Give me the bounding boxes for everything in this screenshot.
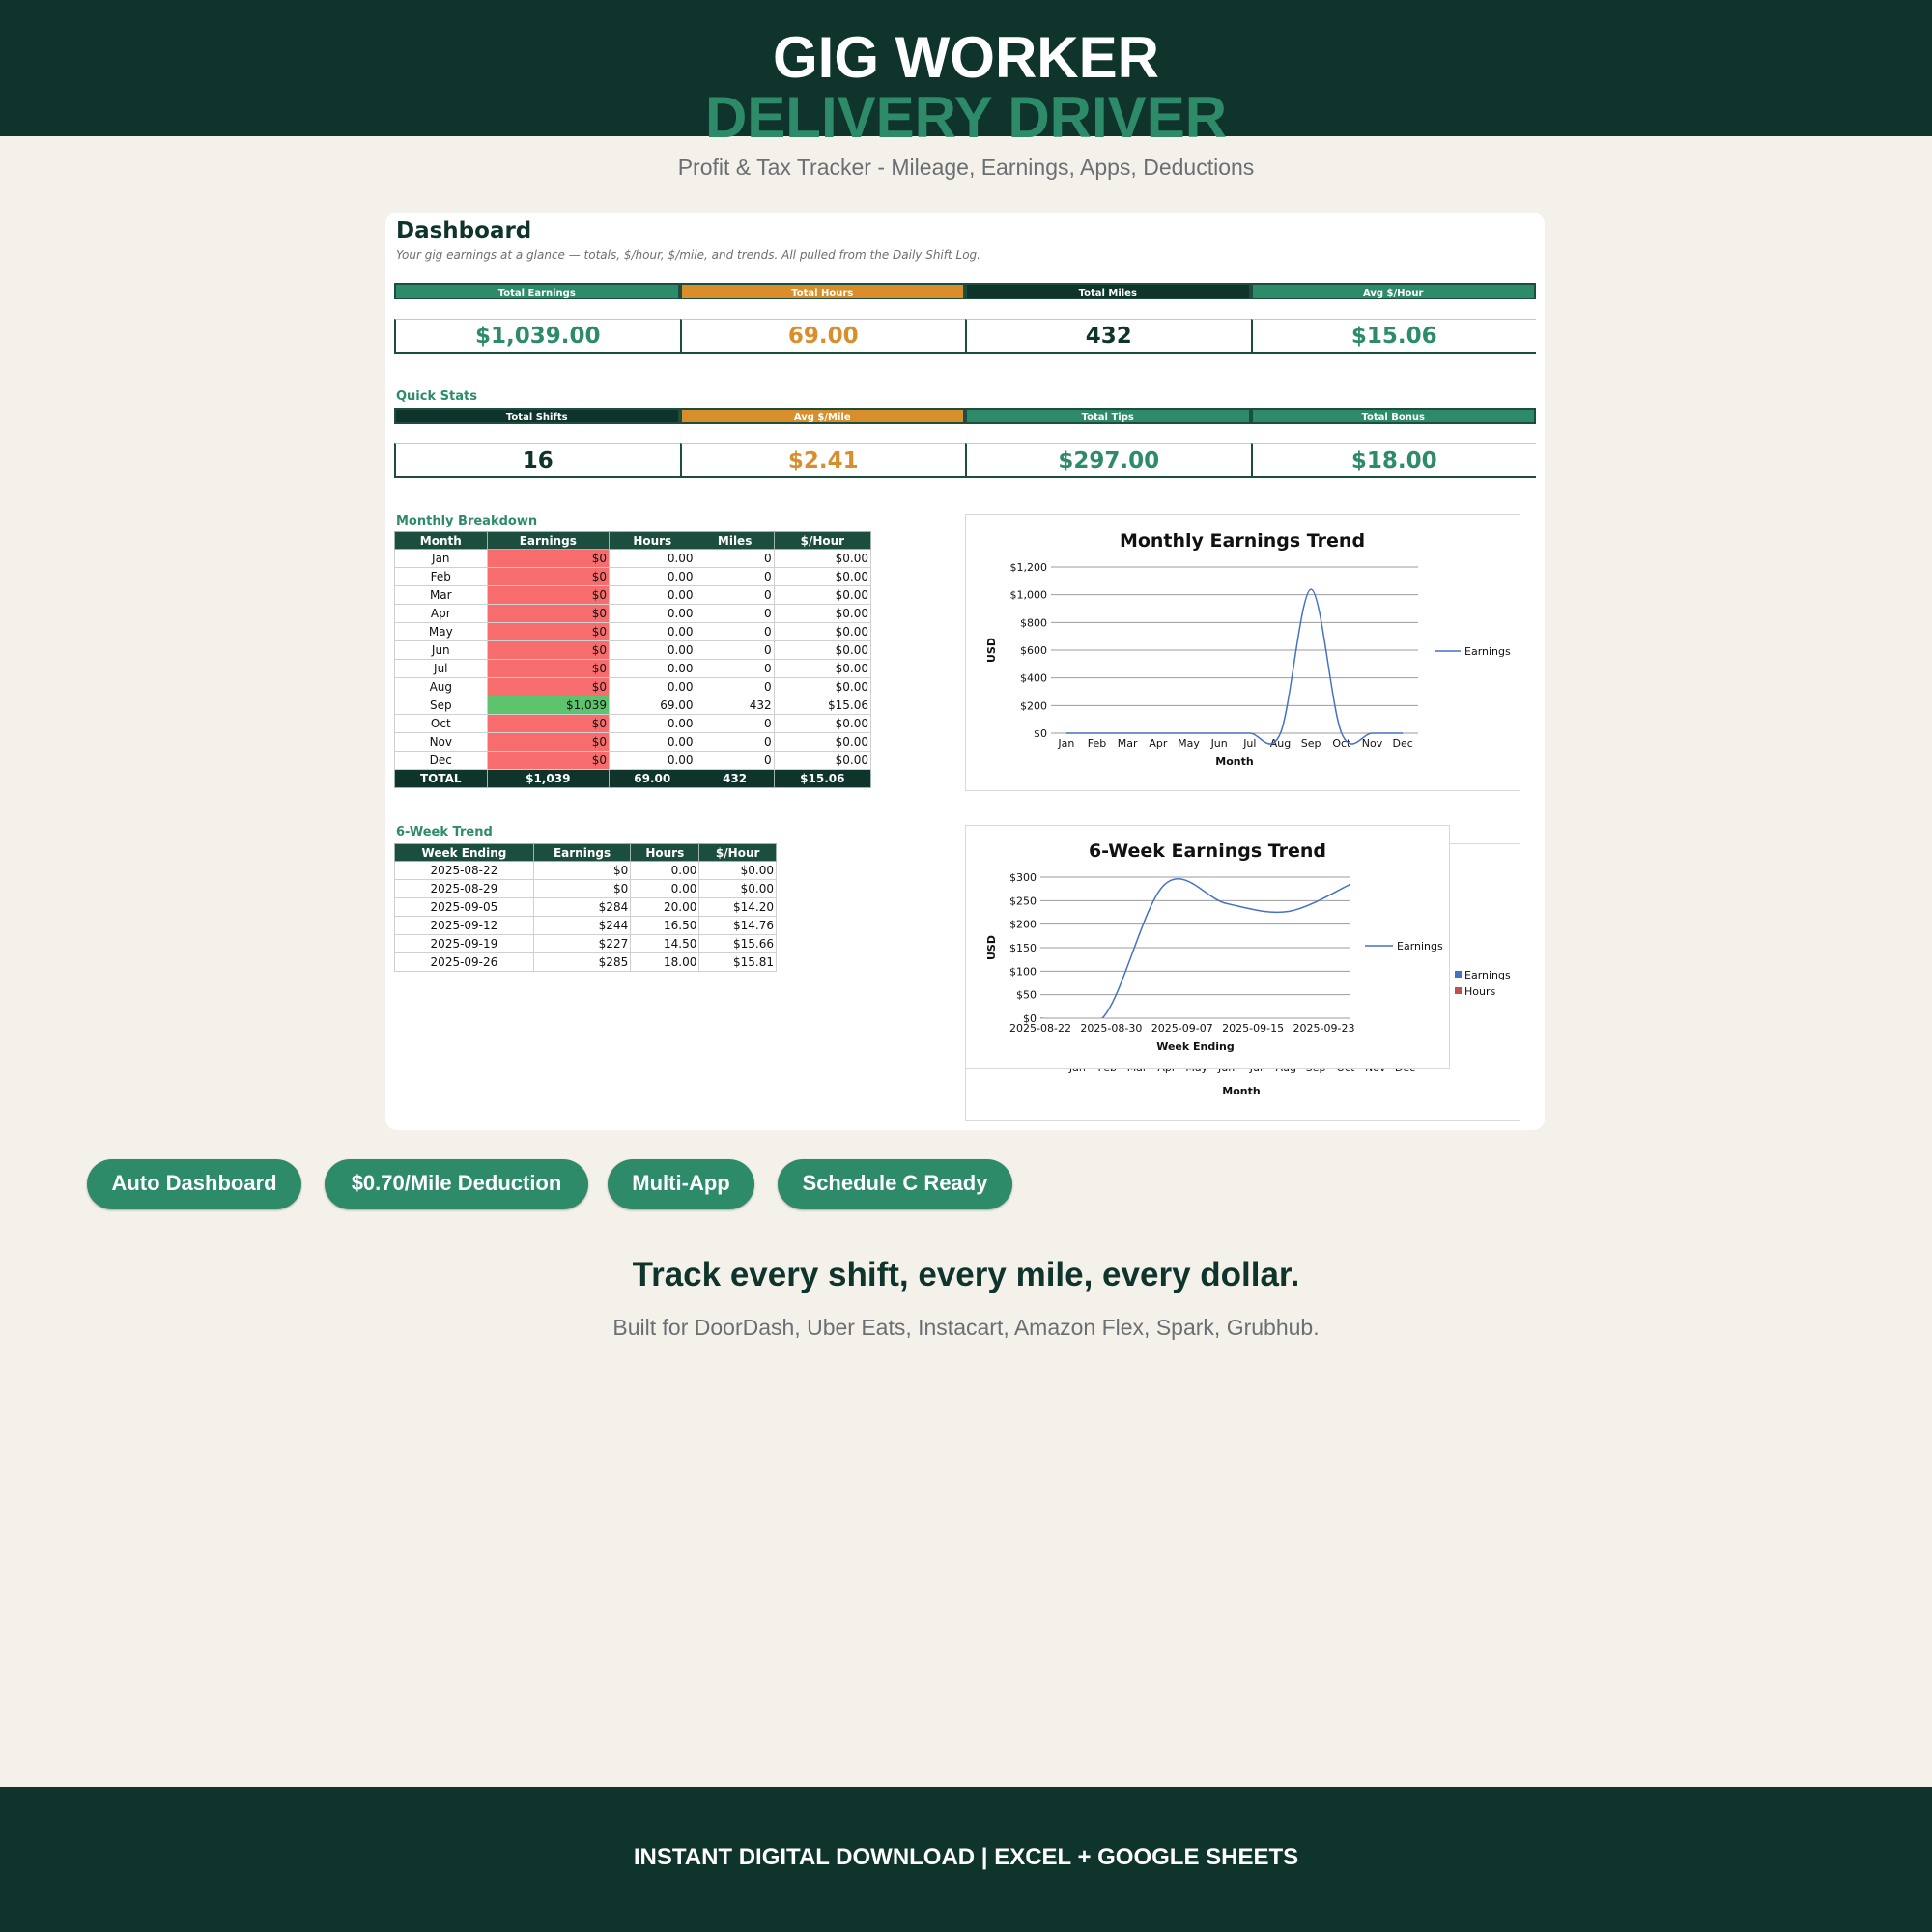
table-row [395, 678, 871, 696]
legend-label: Earnings [1464, 645, 1511, 658]
dashboard-title: Dashboard [396, 218, 532, 243]
table-cell: 2025-08-22 [395, 862, 534, 880]
kpi-card [680, 408, 966, 473]
table-row [395, 898, 777, 917]
table-cell: $14.76 [699, 917, 777, 935]
x-tick-label: 2025-08-30 [1080, 1022, 1143, 1035]
table-cell: $0 [487, 733, 609, 752]
kpi-value: $18.00 [1251, 443, 1537, 478]
table-cell: $0 [487, 550, 609, 568]
quick-stats-title: Quick Stats [396, 389, 477, 404]
kpi-card [1251, 408, 1537, 473]
column-header: Earnings [487, 532, 609, 550]
table-cell: $15.06 [774, 770, 870, 788]
table-row [395, 696, 871, 715]
table-cell: May [395, 623, 488, 641]
table-cell: Nov [395, 733, 488, 752]
table-cell: $0 [487, 715, 609, 733]
x-axis-label: Week Ending [1156, 1040, 1235, 1053]
x-tick-label: Mar [1117, 737, 1138, 750]
kpi-value: $1,039.00 [394, 319, 680, 354]
table-cell: 0.00 [609, 605, 696, 623]
table-row [395, 953, 777, 972]
table-cell: 0 [696, 715, 774, 733]
table-cell: $284 [533, 898, 630, 917]
title-gig-worker: GIG WORKER [773, 25, 1159, 90]
table-cell: 69.00 [609, 696, 696, 715]
table-cell: 432 [696, 696, 774, 715]
table-row [395, 733, 871, 752]
table-cell: $0.00 [774, 660, 870, 678]
table-cell: 2025-08-29 [395, 880, 534, 898]
table-cell: Aug [395, 678, 488, 696]
y-axis-label: USD [985, 638, 998, 663]
table-cell: Feb [395, 568, 488, 586]
x-tick-label: Sep [1300, 737, 1321, 750]
table-cell: 2025-09-26 [395, 953, 534, 972]
table-row [395, 623, 871, 641]
table-cell: 0.00 [609, 568, 696, 586]
chart-title: Monthly Earnings Trend [1119, 530, 1366, 552]
table-cell: 2025-09-12 [395, 917, 534, 935]
table-cell: Jan [395, 550, 488, 568]
table-cell: $0 [533, 862, 630, 880]
feature-chip: $0.70/Mile Deduction [325, 1159, 588, 1209]
table-cell: $244 [533, 917, 630, 935]
table-cell: $0 [487, 605, 609, 623]
column-header: $/Hour [699, 844, 777, 862]
legend-label: Earnings [1397, 940, 1443, 952]
table-cell: $0.00 [774, 641, 870, 660]
kpi-card [965, 283, 1251, 349]
table-cell: $0 [487, 660, 609, 678]
six-week-earnings-chart [965, 825, 1450, 1069]
x-tick-label: Jul [1243, 737, 1257, 750]
x-tick-label: Apr [1149, 737, 1168, 750]
table-cell: $15.81 [699, 953, 777, 972]
column-header: Hours [631, 844, 699, 862]
x-axis-label: Month [1222, 1085, 1261, 1097]
total-row [395, 770, 871, 788]
table-cell: 0.00 [631, 862, 699, 880]
table-cell: 0.00 [609, 715, 696, 733]
table-cell: 0 [696, 550, 774, 568]
table-cell: 0.00 [609, 641, 696, 660]
y-tick-label: $200 [1020, 699, 1047, 713]
x-axis-label: Month [1215, 755, 1254, 768]
table-cell: 2025-09-19 [395, 935, 534, 953]
table-cell: $0.00 [774, 752, 870, 770]
x-tick-label: 2025-09-15 [1222, 1022, 1285, 1035]
table-cell: 0 [696, 605, 774, 623]
table-cell: $285 [533, 953, 630, 972]
table-row [395, 568, 871, 586]
table-cell: 2025-09-05 [395, 898, 534, 917]
kpi-label: Total Miles [965, 283, 1251, 299]
legend-swatch [1455, 987, 1462, 994]
table-cell: 20.00 [631, 898, 699, 917]
table-row [395, 660, 871, 678]
y-tick-label: $0 [1023, 1012, 1037, 1025]
kpi-card [394, 283, 680, 349]
y-axis-label: USD [985, 935, 998, 960]
table-cell: $0.00 [774, 550, 870, 568]
table-cell: 0.00 [609, 550, 696, 568]
table-cell: $15.66 [699, 935, 777, 953]
legend-label: Hours [1464, 985, 1496, 998]
table-cell: 0.00 [631, 880, 699, 898]
table-cell: 0.00 [609, 733, 696, 752]
table-cell: $14.20 [699, 898, 777, 917]
table-cell: $1,039 [487, 696, 609, 715]
table-row [395, 917, 777, 935]
table-cell: $0.00 [699, 880, 777, 898]
column-header: Month [395, 532, 488, 550]
kpi-value: $2.41 [680, 443, 966, 478]
tagline: Track every shift, every mile, every dollar. [632, 1256, 1300, 1293]
table-cell: Dec [395, 752, 488, 770]
table-cell: 0 [696, 641, 774, 660]
table-row [395, 605, 871, 623]
monthly-breakdown-title: Monthly Breakdown [396, 514, 538, 528]
quick-stats-cards [394, 408, 1536, 473]
x-tick-label: Jan [1058, 737, 1075, 750]
x-tick-label: Dec [1392, 737, 1413, 750]
table-row [395, 880, 777, 898]
x-tick-label: 2025-09-23 [1293, 1022, 1355, 1035]
table-cell: 0.00 [609, 586, 696, 605]
table-cell: $15.06 [774, 696, 870, 715]
y-tick-label: $400 [1020, 671, 1047, 685]
dashboard-screenshot [385, 213, 1545, 1130]
kpi-card [965, 408, 1251, 473]
table-cell: 18.00 [631, 953, 699, 972]
table-cell: 0 [696, 568, 774, 586]
table-cell: $0.00 [774, 623, 870, 641]
table-cell: Jul [395, 660, 488, 678]
kpi-label: Total Earnings [394, 283, 680, 299]
kpi-value: 16 [394, 443, 680, 478]
table-cell: $0.00 [774, 715, 870, 733]
legend-label: Earnings [1464, 969, 1511, 981]
table-cell: $0 [487, 678, 609, 696]
y-tick-label: $250 [1009, 895, 1037, 908]
footer-text: INSTANT DIGITAL DOWNLOAD | EXCEL + GOOGLE SHEETS [633, 1844, 1299, 1870]
earnings-series-line [1040, 879, 1350, 1029]
table-cell: 432 [696, 770, 774, 788]
table-cell: $0 [487, 623, 609, 641]
x-tick-label: May [1178, 737, 1200, 750]
column-header: Week Ending [395, 844, 534, 862]
feature-chip: Multi-App [608, 1159, 754, 1209]
table-cell: 0 [696, 678, 774, 696]
kpi-card [680, 283, 966, 349]
table-row [395, 550, 871, 568]
table-cell: $0 [487, 641, 609, 660]
table-cell: $0.00 [774, 733, 870, 752]
table-cell: 14.50 [631, 935, 699, 953]
kpi-card [394, 408, 680, 473]
tagline-sub: Built for DoorDash, Uber Eats, Instacart, Amazon Flex, Spark, Grubhub. [612, 1315, 1320, 1340]
table-cell: $0.00 [774, 605, 870, 623]
table-cell: 0 [696, 733, 774, 752]
y-tick-label: $200 [1009, 918, 1037, 931]
y-tick-label: $150 [1009, 942, 1037, 954]
y-tick-label: $100 [1009, 965, 1037, 979]
table-cell: 0.00 [609, 678, 696, 696]
column-header: $/Hour [774, 532, 870, 550]
table-cell: $227 [533, 935, 630, 953]
y-tick-label: $1,000 [1009, 588, 1047, 602]
table-cell: $0 [487, 586, 609, 605]
feature-chip: Auto Dashboard [87, 1159, 301, 1209]
six-week-trend-title: 6-Week Trend [396, 825, 493, 839]
table-cell: 16.50 [631, 917, 699, 935]
table-row [395, 752, 871, 770]
y-tick-label: $300 [1009, 871, 1037, 884]
six-week-trend-table [394, 843, 777, 972]
table-row [395, 935, 777, 953]
table-cell: $1,039 [487, 770, 609, 788]
kpi-label: Total Tips [965, 408, 1251, 424]
table-cell: 69.00 [609, 770, 696, 788]
x-tick-label: Feb [1087, 737, 1107, 750]
title-delivery-driver: DELIVERY DRIVER [704, 85, 1228, 150]
table-cell: 0 [696, 660, 774, 678]
table-cell: $0 [487, 752, 609, 770]
table-cell: Mar [395, 586, 488, 605]
column-header: Miles [696, 532, 774, 550]
table-cell: TOTAL [395, 770, 488, 788]
table-cell: $0 [487, 568, 609, 586]
table-cell: Sep [395, 696, 488, 715]
table-cell: 0.00 [609, 660, 696, 678]
column-header: Earnings [533, 844, 630, 862]
kpi-label: Avg $/Mile [680, 408, 966, 424]
chart-title: 6-Week Earnings Trend [1088, 840, 1327, 862]
table-row [395, 862, 777, 880]
legend-swatch [1455, 971, 1462, 978]
table-row [395, 586, 871, 605]
dashboard-description: Your gig earnings at a glance — totals, $/hour, $/mile, and trends. All pulled from the Daily Shift Log. [396, 248, 980, 262]
table-cell: Apr [395, 605, 488, 623]
table-cell: Oct [395, 715, 488, 733]
x-tick-label: Jun [1210, 737, 1228, 750]
table-row [395, 641, 871, 660]
kpi-label: Total Shifts [394, 408, 680, 424]
table-cell: $0.00 [774, 586, 870, 605]
x-tick-label: 2025-08-22 [1009, 1022, 1071, 1035]
table-cell: 0.00 [609, 623, 696, 641]
table-cell: 0 [696, 623, 774, 641]
y-tick-label: $600 [1020, 644, 1047, 657]
y-tick-label: $800 [1020, 616, 1047, 630]
y-tick-label: $0 [1034, 727, 1047, 740]
subtitle: Profit & Tax Tracker - Mileage, Earnings, Apps, Deductions [677, 155, 1255, 180]
table-cell: $0.00 [699, 862, 777, 880]
column-header: Hours [609, 532, 696, 550]
kpi-cards [394, 283, 1536, 349]
table-cell: 0.00 [609, 752, 696, 770]
y-tick-label: $1,200 [1009, 561, 1047, 574]
kpi-card [1251, 283, 1537, 349]
y-tick-label: $50 [1016, 988, 1037, 1002]
x-tick-label: Oct [1332, 737, 1351, 750]
kpi-label: Total Bonus [1251, 408, 1537, 424]
kpi-value: $297.00 [965, 443, 1251, 478]
monthly-earnings-chart [965, 514, 1520, 791]
table-cell: 0 [696, 586, 774, 605]
earnings-series-line [1066, 589, 1403, 744]
feature-chip: Schedule C Ready [778, 1159, 1012, 1209]
x-tick-label: 2025-09-07 [1151, 1022, 1213, 1035]
kpi-label: Total Hours [680, 283, 966, 299]
kpi-label: Avg $/Hour [1251, 283, 1537, 299]
x-tick-label: Aug [1269, 737, 1292, 750]
table-row [395, 715, 871, 733]
table-cell: 0 [696, 752, 774, 770]
table-cell: Jun [395, 641, 488, 660]
table-cell: $0.00 [774, 678, 870, 696]
kpi-value: 432 [965, 319, 1251, 354]
kpi-value: 69.00 [680, 319, 966, 354]
monthly-breakdown-table [394, 531, 871, 788]
table-cell: $0.00 [774, 568, 870, 586]
x-tick-label: Nov [1361, 737, 1383, 750]
table-cell: $0 [533, 880, 630, 898]
kpi-value: $15.06 [1251, 319, 1537, 354]
